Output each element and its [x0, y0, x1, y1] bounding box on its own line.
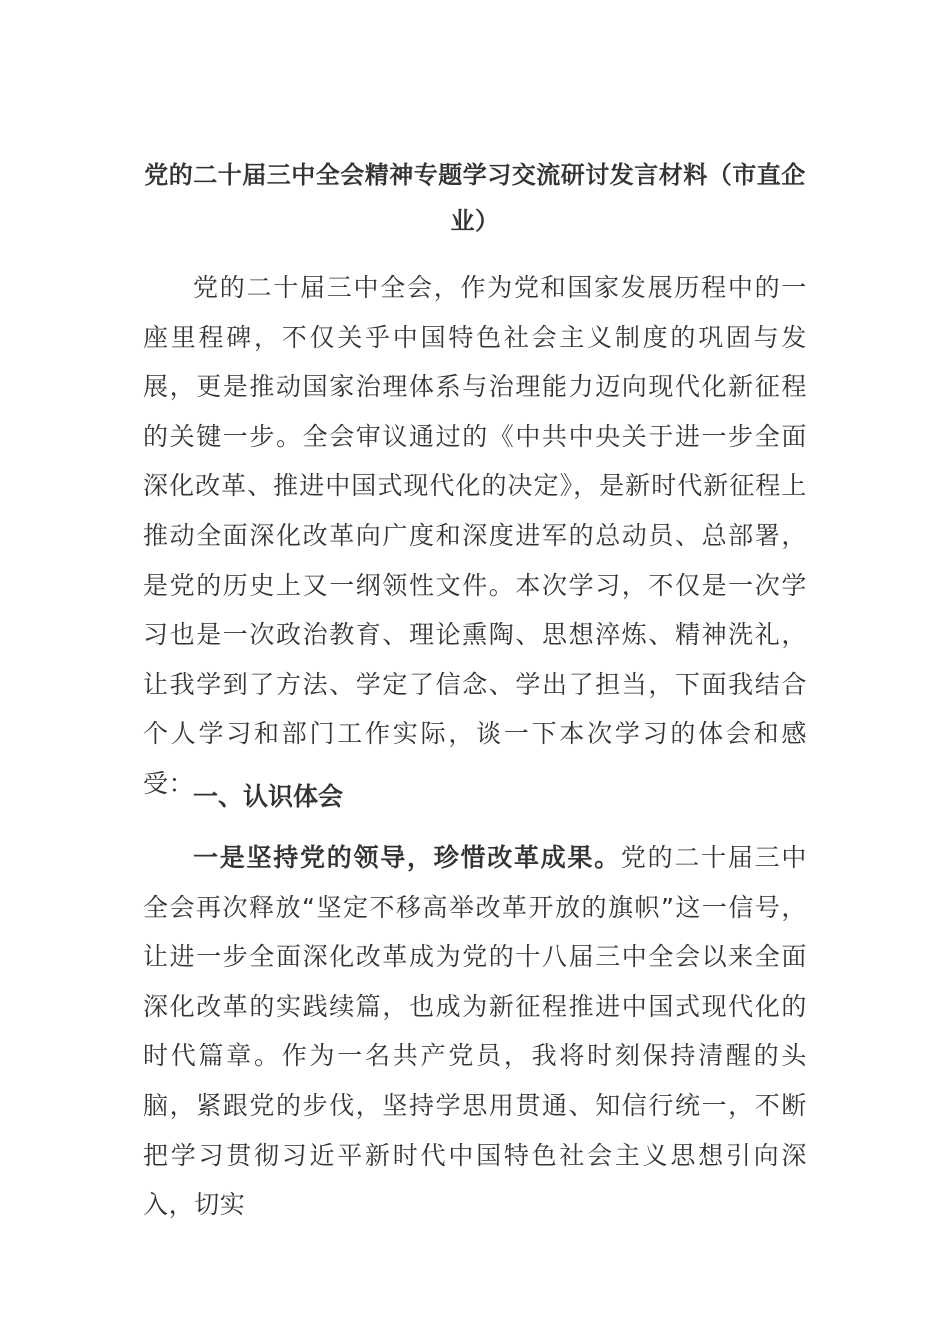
paragraph-lead: 一是坚持党的领导，珍惜改革成果。 [193, 843, 621, 872]
document-title: 党的二十届三中全会精神专题学习交流研讨发言材料（市直企业） [144, 161, 806, 235]
section-heading: 一、认识体会 [193, 782, 344, 811]
paragraph-text: 党的二十届三中全会再次释放“坚定不移高举改革开放的旗帜”这一信号，让进一步全面深化改革成为党的十八届三中全会以来全面深化改革的实践续篇，也成为新征程推进中国式现代化的时代篇章。作为一名共产党员，我将时刻保持清醒的头脑，紧跟党的步伐，坚持学思用贯通、知信行统一，不断把学习贯彻习近平新时代中国特色社会主义思想引向深入，切实 [143, 843, 807, 1220]
intro-paragraph: 党的二十届三中全会，作为党和国家发展历程中的一座里程碑，不仅关乎中国特色社会主义制度的巩固与发展，更是推动国家治理体系与治理能力迈向现代化新征程的关键一步。全会审议通过的《中共中央关于进一步全面深化改革、推进中国式现代化的决定》，是新时代新征程上推动全面深化改革向广度和深度进军的总动员、总部署，是党的历史上又一纲领性文件。本次学习，不仅是一次学习也是一次政治教育、理论熏陶、思想淬炼、精神洗礼，让我学到了方法、学定了信念、学出了担当，下面我结合个人学习和部门工作实际，谈一下本次学习的体会和感受： [143, 273, 807, 798]
section-paragraph [143, 833, 807, 1230]
